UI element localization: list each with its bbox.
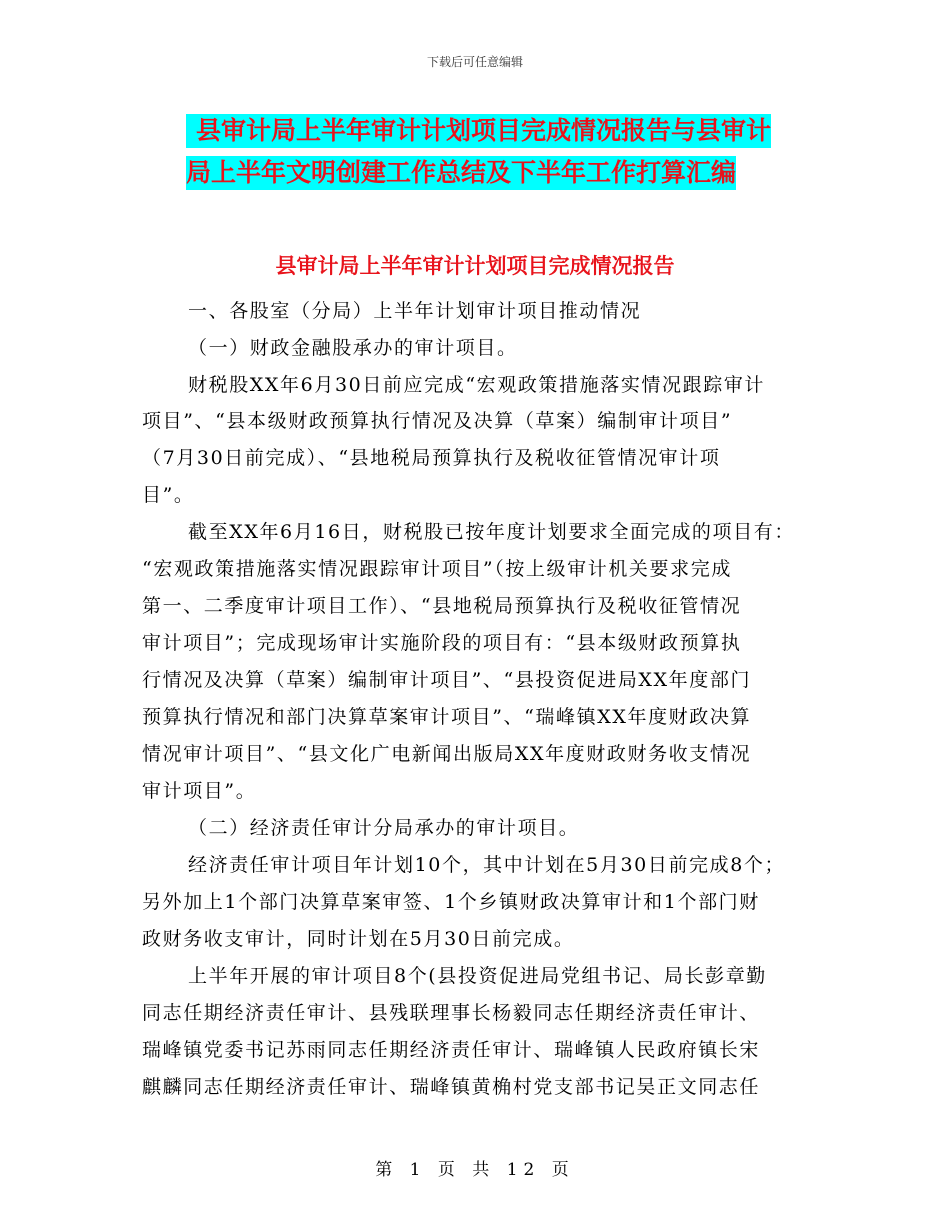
section-title: 县审计局上半年审计计划项目完成情况报告 (275, 253, 675, 278)
body-line: 一、各股室（分局）上半年计划审计项目推动情况 (188, 300, 642, 322)
header-note: 下载后可任意编辑 (426, 55, 523, 69)
body-line: 审计项目”。 (142, 780, 257, 802)
document-title-line-1: 县审计局上半年审计计划项目完成情况报告与县审计 (186, 114, 771, 148)
body-line: 截至XX年6月16日，财税股已按年度计划要求全面完成的项目有： (188, 521, 795, 543)
body-line: 上半年开展的审计项目8个(县投资促进局党组书记、局长彭章勤 (188, 965, 767, 987)
document-title-line-2: 局上半年文明创建工作总结及下半年工作打算汇编 (186, 156, 736, 190)
body-line: 经济责任审计项目年计划10个，其中计划在5月30日前完成8个； (188, 854, 786, 876)
body-line: 财税股XX年6月30日前应完成“宏观政策措施落实情况跟踪审计 (188, 374, 766, 396)
body-line: 政财务收支审计，同时计划在5月30日前完成。 (142, 928, 575, 950)
body-line: 麒麟同志任期经济责任审计、瑞峰镇黄桷村党支部书记吴正文同志任 (142, 1076, 761, 1098)
body-line: 预算执行情况和部门决算草案审计项目”、“瑞峰镇XX年度财政决算 (142, 706, 752, 728)
body-line: 情况审计项目”、“县文化广电新闻出版局XX年度财政财务收支情况 (142, 743, 752, 765)
body-line: 行情况及决算（草案）编制审计项目”、“县投资促进局XX年度部门 (142, 669, 752, 691)
body-line: 项目”、“县本级财政预算执行情况及决算（草案）编制审计项目” (142, 410, 733, 432)
body-line: 审计项目”；完成现场审计实施阶段的项目有：“县本级财政预算执 (142, 632, 742, 654)
body-line: 目”。 (142, 484, 195, 506)
page-number-footer: 第 1 页 共 12 页 (375, 1160, 575, 1180)
body-line: “宏观政策措施落实情况跟踪审计项目”（按上级审计机关要求完成 (142, 558, 732, 580)
body-line: （二）经济责任审计分局承办的审计项目。 (188, 817, 580, 839)
body-line: （一）财政金融股承办的审计项目。 (188, 337, 518, 359)
body-line: （7月30日前完成）、“县地税局预算执行及税收征管情况审计项 (142, 447, 721, 469)
body-line: 另外加上1个部门决算草案审签、1个乡镇财政决算审计和1个部门财 (142, 891, 760, 913)
body-line: 第一、二季度审计项目工作）、“县地税局预算执行及税收征管情况 (142, 595, 742, 617)
body-line: 瑞峰镇党委书记苏雨同志任期经济责任审计、瑞峰镇人民政府镇长宋 (142, 1039, 761, 1061)
body-line: 同志任期经济责任审计、县残联理事长杨毅同志任期经济责任审计、 (142, 1002, 761, 1024)
